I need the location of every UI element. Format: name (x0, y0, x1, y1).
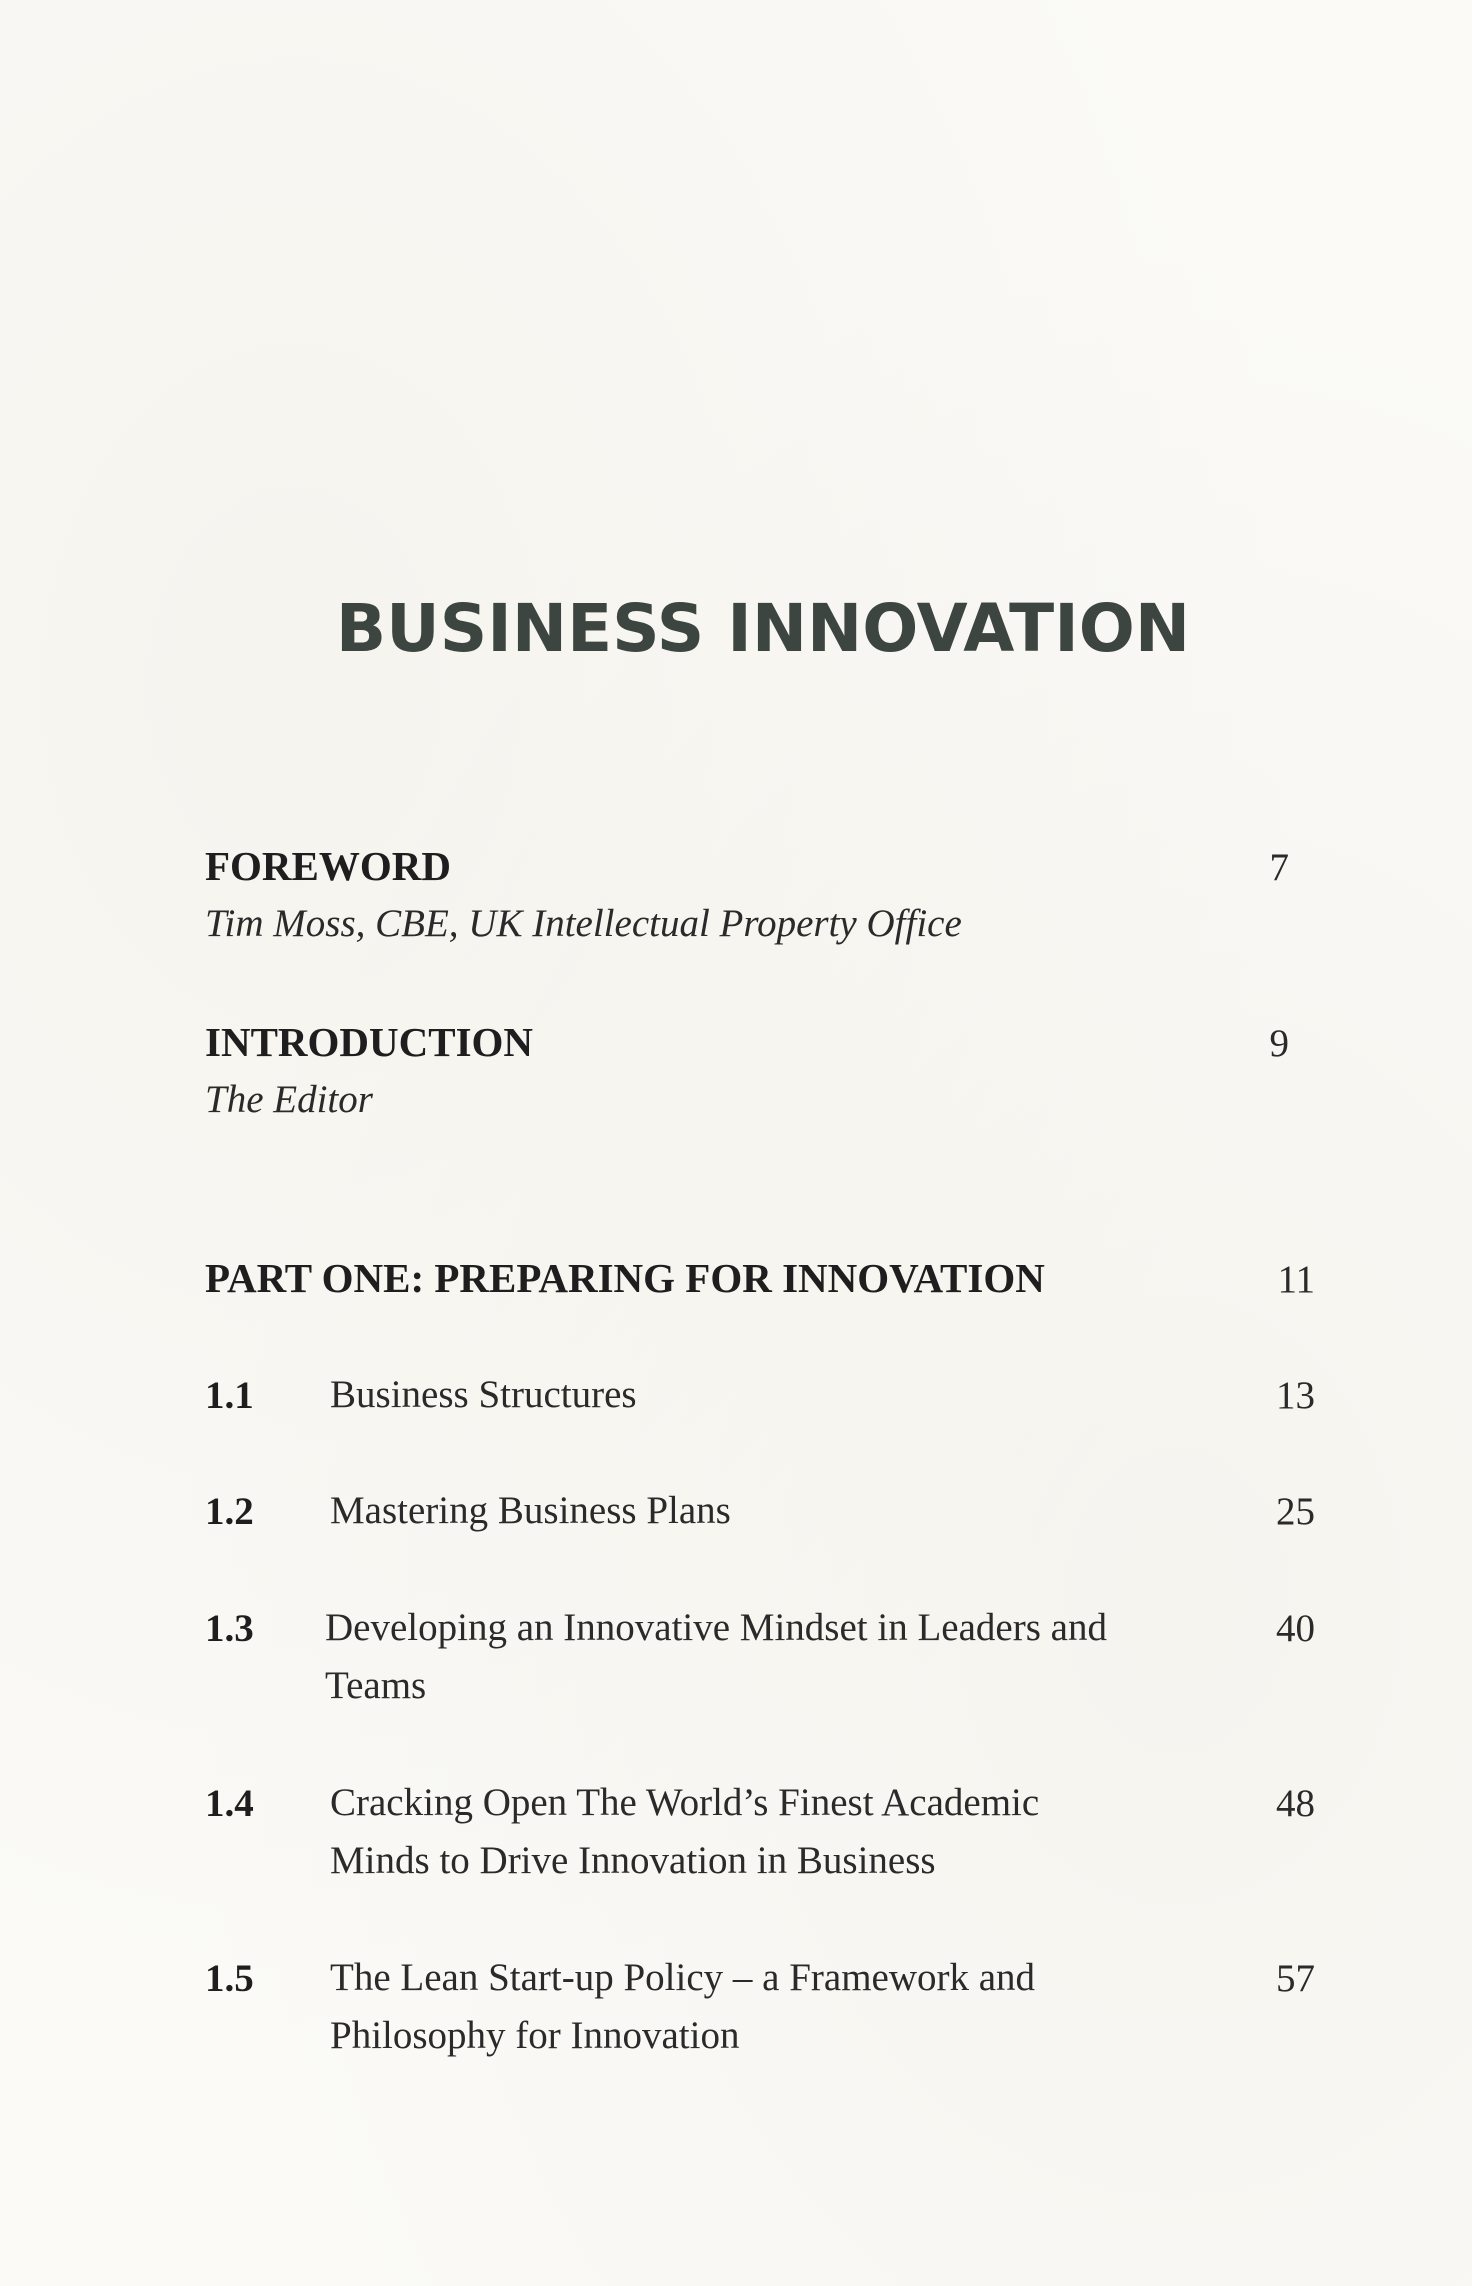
foreword-heading: FOREWORD (205, 843, 451, 889)
part-one-heading: PART ONE: PREPARING FOR INNOVATION (205, 1255, 1045, 1301)
chapter-page-number: 13 (1276, 1374, 1315, 1417)
chapter-number: 1.1 (205, 1374, 254, 1417)
chapter-number: 1.5 (205, 1957, 254, 2000)
chapter-page-number: 40 (1276, 1607, 1315, 1650)
book-title: BUSINESS INNOVATION (335, 590, 1191, 667)
chapter-title: The Lean Start-up Policy – a Framework and Philosophy for Innovation (330, 1956, 1036, 2057)
part-one-page-number: 11 (1277, 1258, 1315, 1301)
introduction-author: The Editor (205, 1078, 373, 1121)
chapter-title: Mastering Business Plans (330, 1489, 731, 1532)
foreword-page-number: 7 (1269, 846, 1289, 889)
chapter-title: Business Structures (330, 1373, 637, 1416)
chapter-number: 1.4 (205, 1782, 254, 1825)
foreword-author: Tim Moss, CBE, UK Intellectual Property Office (205, 902, 962, 945)
chapter-page-number: 48 (1276, 1782, 1315, 1825)
chapter-page-number: 57 (1276, 1957, 1315, 2000)
chapter-title: Cracking Open The World’s Finest Academic Minds to Drive Innovation in Business (330, 1781, 1040, 1882)
chapter-number: 1.2 (205, 1490, 254, 1533)
chapter-title: Developing an Innovative Mindset in Leaders and Teams (325, 1606, 1107, 1707)
introduction-heading: INTRODUCTION (205, 1019, 534, 1065)
chapter-number: 1.3 (205, 1607, 254, 1650)
chapter-page-number: 25 (1276, 1490, 1315, 1533)
introduction-page-number: 9 (1269, 1022, 1289, 1065)
